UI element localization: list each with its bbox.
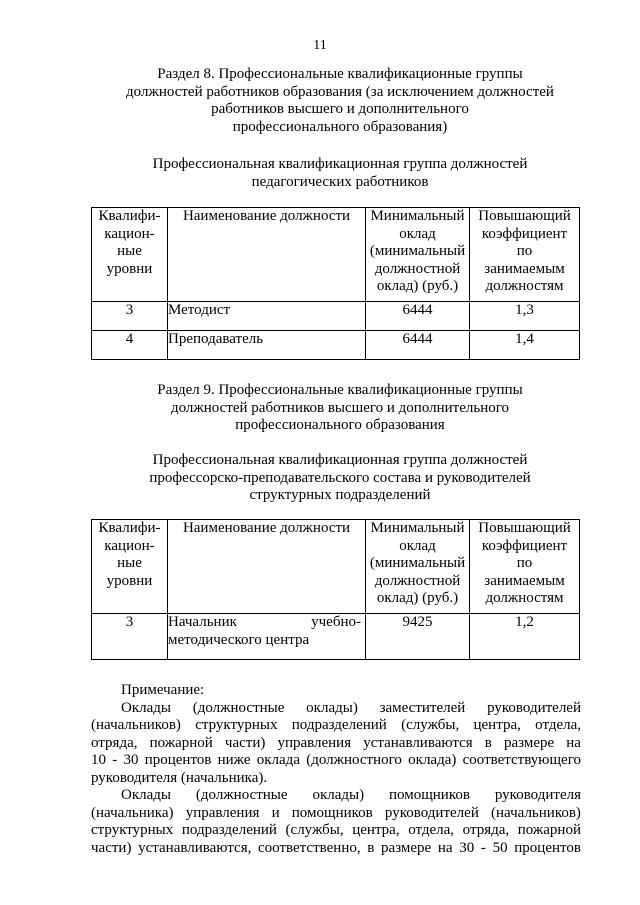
name-line: методического центра bbox=[168, 631, 310, 648]
heading-line: структурных подразделений bbox=[249, 487, 431, 503]
header-level: Квалифи- кацион- ные уровни bbox=[92, 520, 168, 614]
cell-position-name bbox=[168, 614, 366, 660]
header-position-name: Наименование должности bbox=[168, 208, 366, 302]
page-number: 11 bbox=[313, 38, 327, 53]
heading-line: должностей работников высшего и дополнительного bbox=[170, 399, 510, 416]
table-row bbox=[92, 302, 580, 331]
section-9-group-heading bbox=[80, 452, 600, 505]
table-header-row bbox=[92, 208, 580, 302]
cell-level: 3 bbox=[92, 614, 168, 660]
heading-line: педагогических работников bbox=[251, 173, 429, 190]
header-min-salary: Минимальный оклад (минимальный должностной оклад) (руб.) bbox=[366, 520, 470, 614]
header-level: Квалифи- кацион- ные уровни bbox=[92, 208, 168, 302]
section-8-group-heading bbox=[80, 156, 600, 191]
table-row bbox=[92, 331, 580, 360]
paragraph-line: руководителя (начальника). bbox=[91, 769, 268, 786]
paragraph-line: (начальников) структурных подразделений (службы, центра, отдела, bbox=[91, 717, 581, 733]
header-coefficient: Повышающий коэффициент по занимаемым должностям bbox=[470, 208, 580, 302]
heading-line: профессорско-преподавательского состава и руководителей bbox=[149, 469, 531, 486]
section-8-table bbox=[91, 207, 580, 360]
section-8-heading bbox=[80, 66, 600, 136]
heading-line: профессионального образования bbox=[235, 417, 445, 433]
cell-min-salary: 6444 bbox=[366, 302, 470, 331]
section-9-heading bbox=[80, 382, 600, 435]
paragraph-line: (начальника) управления и помощников руководителей (начальников) bbox=[91, 804, 581, 821]
cell-level: 4 bbox=[92, 331, 168, 360]
cell-level: 3 bbox=[92, 302, 168, 331]
heading-line: Профессиональная квалификационная группа должностей bbox=[152, 156, 528, 172]
note-title: Примечание: bbox=[121, 682, 205, 698]
note-paragraph-1 bbox=[91, 700, 581, 788]
cell-min-salary: 9425 bbox=[366, 614, 470, 660]
header-position-name: Наименование должности bbox=[168, 520, 366, 614]
note-block bbox=[91, 682, 581, 857]
header-coefficient: Повышающий коэффициент по занимаемым должностям bbox=[470, 520, 580, 614]
heading-line: профессионального образования) bbox=[232, 118, 448, 135]
heading-line: Раздел 9. Профессиональные квалификационные группы bbox=[157, 382, 523, 398]
paragraph-line: Оклады (должностные оклады) заместителей руководителей bbox=[121, 699, 581, 716]
cell-min-salary: 6444 bbox=[366, 331, 470, 360]
cell-position-name: Преподаватель bbox=[168, 331, 366, 360]
name-line: Начальник учебно- bbox=[168, 614, 361, 630]
cell-position-name: Методист bbox=[168, 302, 366, 331]
paragraph-line: отряда, пожарной части) управления устанавливаются в размере на bbox=[91, 734, 581, 751]
heading-line: Раздел 8. Профессиональные квалификационные группы bbox=[157, 66, 523, 82]
cell-coefficient: 1,3 bbox=[470, 302, 580, 331]
table-row bbox=[92, 614, 580, 660]
header-min-salary: Минимальный оклад (минимальный должностной оклад) (руб.) bbox=[366, 208, 470, 302]
note-paragraph-2 bbox=[91, 787, 581, 857]
cell-coefficient: 1,4 bbox=[470, 331, 580, 360]
paragraph-line: части) устанавливаются, соответственно, в размере на 30 - 50 процентов bbox=[91, 839, 581, 856]
heading-line: должностей работников образования (за исключением должностей bbox=[126, 83, 554, 100]
paragraph-line: структурных подразделений (службы, центра, отдела, отряда, пожарной bbox=[91, 822, 581, 838]
section-9-table bbox=[91, 519, 580, 660]
paragraph-line: 10 - 30 процентов ниже оклада (должностного оклада) соответствующего bbox=[91, 752, 581, 768]
heading-line: работников высшего и дополнительного bbox=[211, 101, 469, 117]
table-header-row bbox=[92, 520, 580, 614]
cell-coefficient: 1,2 bbox=[470, 614, 580, 660]
paragraph-line: Оклады (должностные оклады) помощников руководителя bbox=[121, 787, 581, 803]
heading-line: Профессиональная квалификационная группа должностей bbox=[152, 452, 528, 468]
